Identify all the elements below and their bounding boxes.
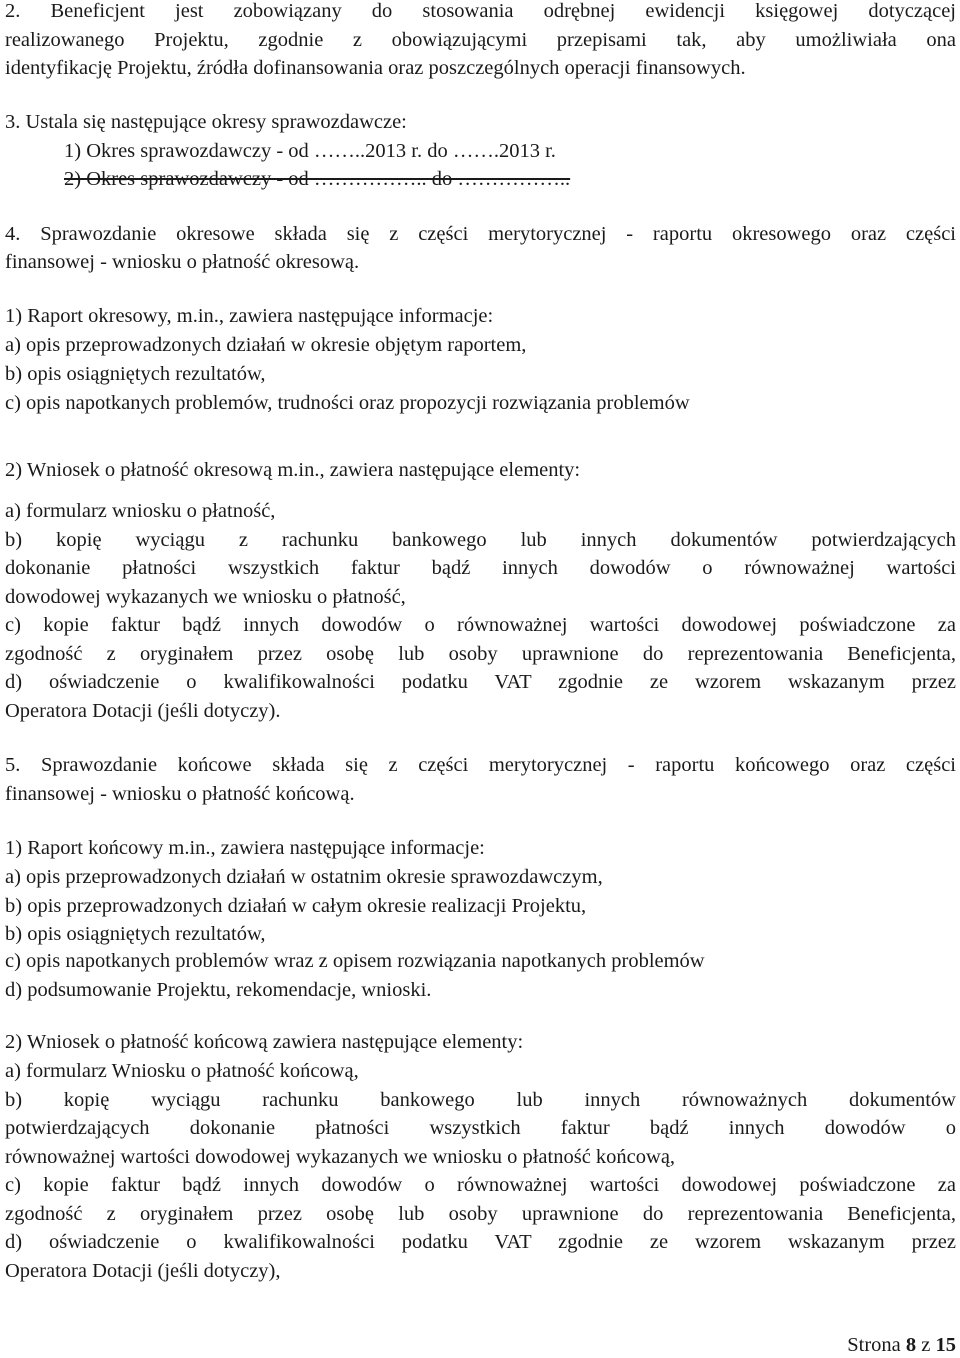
section-5-wniosek-line-6: zgodność z oryginałem przez osobę lub osoby uprawnione do reprezentowania Beneficjenta, bbox=[5, 1203, 956, 1225]
section-3-heading: 3. Ustala się następujące okresy sprawozdawcze: bbox=[5, 111, 407, 133]
section-5-wniosek-line-3: potwierdzających dokonanie płatności wszystkich faktur bądź innych dowodów o bbox=[5, 1117, 956, 1139]
section-4-intro-line-1: 4. Sprawozdanie okresowe składa się z części merytorycznej - raportu okresowego oraz części bbox=[5, 223, 956, 245]
section-4-wniosek-line-5: c) kopie faktur bądź innych dowodów o równoważnej wartości dowodowej poświadczone za bbox=[5, 614, 956, 636]
section-5-intro-line-2: finansowej - wniosku o płatność końcową. bbox=[5, 783, 355, 805]
section-4-wniosek-line-3: dokonanie płatności wszystkich faktur bądź innych dowodów o równoważnej wartości bbox=[5, 557, 956, 579]
section-4-wniosek-line-7: d) oświadczenie o kwalifikowalności podatku VAT zgodnie ze wzorem wskazanym przez bbox=[5, 671, 956, 693]
paragraph-2-line-1: 2. Beneficjent jest zobowiązany do stosowania odrębnej ewidencji księgowej dotyczącej bbox=[5, 0, 956, 22]
section-4-wniosek-line-1: a) formularz wniosku o płatność, bbox=[5, 500, 276, 522]
section-5-wniosek-line-5: c) kopie faktur bądź innych dowodów o równoważnej wartości dowodowej poświadczone za bbox=[5, 1174, 956, 1196]
section-4-wniosek-heading: 2) Wniosek o płatność okresową m.in., zawiera następujące elementy: bbox=[5, 459, 581, 481]
page-of: z bbox=[921, 1334, 931, 1356]
section-5-wniosek-line-8: Operatora Dotacji (jeśli dotyczy), bbox=[5, 1260, 281, 1282]
section-5-raport-item-3: b) opis osiągniętych rezultatów, bbox=[5, 923, 266, 945]
section-5-wniosek-heading: 2) Wniosek o płatność końcową zawiera następujące elementy: bbox=[5, 1031, 524, 1053]
current-page: 8 bbox=[905, 1334, 917, 1356]
section-4-raport-item-c: c) opis napotkanych problemów, trudności oraz propozycji rozwiązania problemów bbox=[5, 392, 690, 414]
section-4-wniosek-line-6: zgodność z oryginałem przez osobę lub osoby uprawnione do reprezentowania Beneficjenta, bbox=[5, 643, 956, 665]
section-4-raport-item-a: a) opis przeprowadzonych działań w okresie objętym raportem, bbox=[5, 334, 527, 356]
section-4-wniosek-line-2: b) kopię wyciągu z rachunku bankowego lub innych dokumentów potwierdzających bbox=[5, 529, 956, 551]
section-5-wniosek-line-4: równoważnej wartości dowodowej wykazanych we wniosku o płatność końcową, bbox=[5, 1146, 676, 1168]
total-pages: 15 bbox=[935, 1334, 956, 1356]
page-label: Strona bbox=[847, 1334, 901, 1356]
section-4-raport-heading: 1) Raport okresowy, m.in., zawiera następujące informacje: bbox=[5, 305, 494, 327]
reporting-period-2: 2) Okres sprawozdawczy - od …………….. do …………….. bbox=[64, 168, 571, 190]
section-4-raport-item-b: b) opis osiągniętych rezultatów, bbox=[5, 363, 266, 385]
section-5-raport-item-5: d) podsumowanie Projektu, rekomendacje, wnioski. bbox=[5, 979, 432, 1001]
section-5-intro-line-1: 5. Sprawozdanie końcowe składa się z części merytorycznej - raportu końcowego oraz części bbox=[5, 754, 956, 776]
section-5-raport-item-1: a) opis przeprowadzonych działań w ostatnim okresie sprawozdawczym, bbox=[5, 866, 603, 888]
section-4-wniosek-line-4: dowodowej wykazanych we wniosku o płatność, bbox=[5, 586, 406, 608]
section-5-wniosek-line-2: b) kopię wyciągu rachunku bankowego lub innych równoważnych dokumentów bbox=[5, 1089, 956, 1111]
section-4-intro-line-2: finansowej - wniosku o płatność okresową. bbox=[5, 251, 360, 273]
page-number bbox=[847, 1333, 956, 1357]
reporting-period-1: 1) Okres sprawozdawczy - od ……..2013 r. do …….2013 r. bbox=[64, 140, 556, 162]
section-5-wniosek-line-1: a) formularz Wniosku o płatność końcową, bbox=[5, 1060, 359, 1082]
section-5-raport-item-2: b) opis przeprowadzonych działań w całym okresie realizacji Projektu, bbox=[5, 895, 587, 917]
section-5-raport-item-4: c) opis napotkanych problemów wraz z opisem rozwiązania napotkanych problemów bbox=[5, 950, 705, 972]
section-4-wniosek-line-8: Operatora Dotacji (jeśli dotyczy). bbox=[5, 700, 281, 722]
paragraph-2-line-2: realizowanego Projektu, zgodnie z obowiązującymi przepisami tak, aby umożliwiała ona bbox=[5, 29, 956, 51]
section-5-wniosek-line-7: d) oświadczenie o kwalifikowalności podatku VAT zgodnie ze wzorem wskazanym przez bbox=[5, 1231, 956, 1253]
paragraph-2-line-3: identyfikację Projektu, źródła dofinansowania oraz poszczególnych operacji finansowych. bbox=[5, 57, 746, 79]
section-5-raport-heading: 1) Raport końcowy m.in., zawiera następujące informacje: bbox=[5, 837, 485, 859]
